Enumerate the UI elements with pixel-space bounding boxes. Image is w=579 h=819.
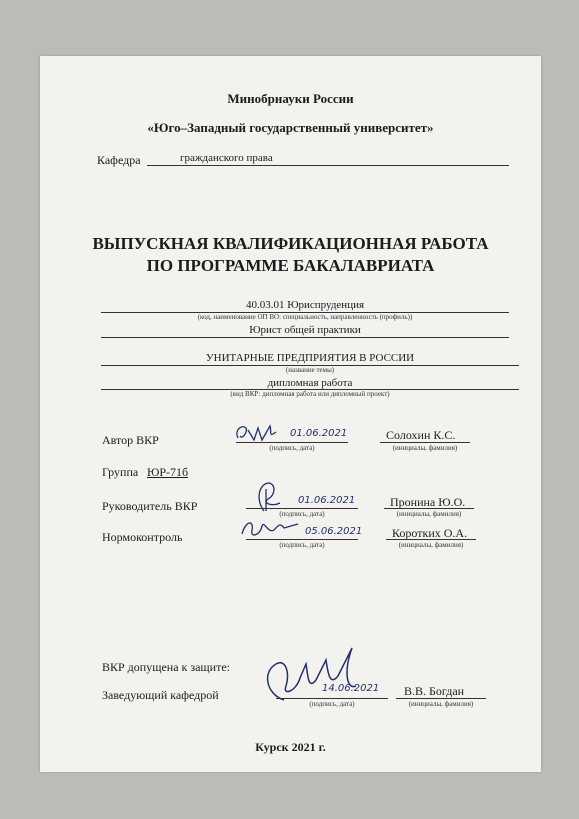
- author-name-line: [380, 442, 470, 443]
- supervisor-sign-line: [246, 508, 358, 509]
- ministry-name: Минобрнауки России: [227, 91, 354, 106]
- work-type-value: дипломная работа: [267, 377, 353, 389]
- topic-value: УНИТАРНЫЕ ПРЕДПРИЯТИЯ В РОССИИ: [205, 352, 415, 364]
- head-of-department-label: Заведующий кафедрой: [102, 688, 219, 702]
- supervisor-name-caption: (инициалы, фамилия): [396, 510, 462, 518]
- author-sign-caption: (подпись, дата): [269, 444, 315, 452]
- author-date: 01.06.2021: [290, 428, 348, 439]
- normcontrol-name-line: [386, 539, 476, 540]
- specialty-value: 40.03.01 Юриспруденция: [245, 299, 365, 311]
- head-name: В.В. Богдан: [404, 684, 465, 698]
- supervisor-date: 01.06.2021: [298, 495, 356, 506]
- profile-underline: [101, 337, 509, 338]
- head-name-caption: (инициалы, фамилия): [408, 700, 474, 708]
- supervisor-sign-caption: (подпись, дата): [279, 510, 325, 518]
- title-line-1: ВЫПУСКНАЯ КВАЛИФИКАЦИОННАЯ РАБОТА: [92, 234, 489, 253]
- department-underline: [147, 165, 509, 166]
- author-sign-line: [236, 442, 348, 443]
- group-value: ЮР-71б: [147, 465, 189, 479]
- head-date: 14.06.2021: [322, 683, 380, 694]
- normcontrol-name-caption: (инициалы, фамилия): [398, 541, 464, 549]
- head-sign-caption: (подпись, дата): [309, 700, 355, 708]
- head-name-line: [396, 698, 486, 699]
- group-label: Группа: [102, 465, 139, 479]
- normcontrol-date: 05.06.2021: [305, 526, 363, 537]
- specialty-caption: (код, наименование ОП ВО: специальность, направленность (профиль)): [197, 313, 413, 321]
- author-name-caption: (инициалы, фамилия): [392, 444, 458, 452]
- author-label: Автор ВКР: [102, 433, 159, 447]
- work-type-caption: (вид ВКР: дипломная работа или дипломный проект): [230, 390, 390, 398]
- department-value: гражданского права: [180, 152, 273, 164]
- city-year: Курск 2021 г.: [255, 740, 326, 754]
- normcontrol-sign-line: [246, 539, 358, 540]
- university-name: «Юго–Западный государственный университет»: [147, 120, 434, 135]
- head-sign-line: [276, 698, 388, 699]
- department-label: Кафедра: [97, 153, 141, 167]
- admitted-label: ВКР допущена к защите:: [102, 660, 230, 674]
- normcontrol-label: Нормоконтроль: [102, 530, 183, 544]
- author-name: Солохин К.С.: [386, 428, 456, 442]
- profile-value: Юрист общей практики: [249, 324, 361, 336]
- title-line-2: ПО ПРОГРАММЕ БАКАЛАВРИАТА: [146, 256, 435, 275]
- supervisor-label: Руководитель ВКР: [102, 499, 198, 513]
- supervisor-name-line: [384, 508, 474, 509]
- normcontrol-name: Коротких О.А.: [392, 526, 468, 540]
- document-page: [40, 56, 541, 772]
- topic-caption: (название темы): [285, 366, 335, 374]
- supervisor-name: Пронина Ю.О.: [390, 495, 466, 509]
- normcontrol-sign-caption: (подпись, дата): [279, 541, 325, 549]
